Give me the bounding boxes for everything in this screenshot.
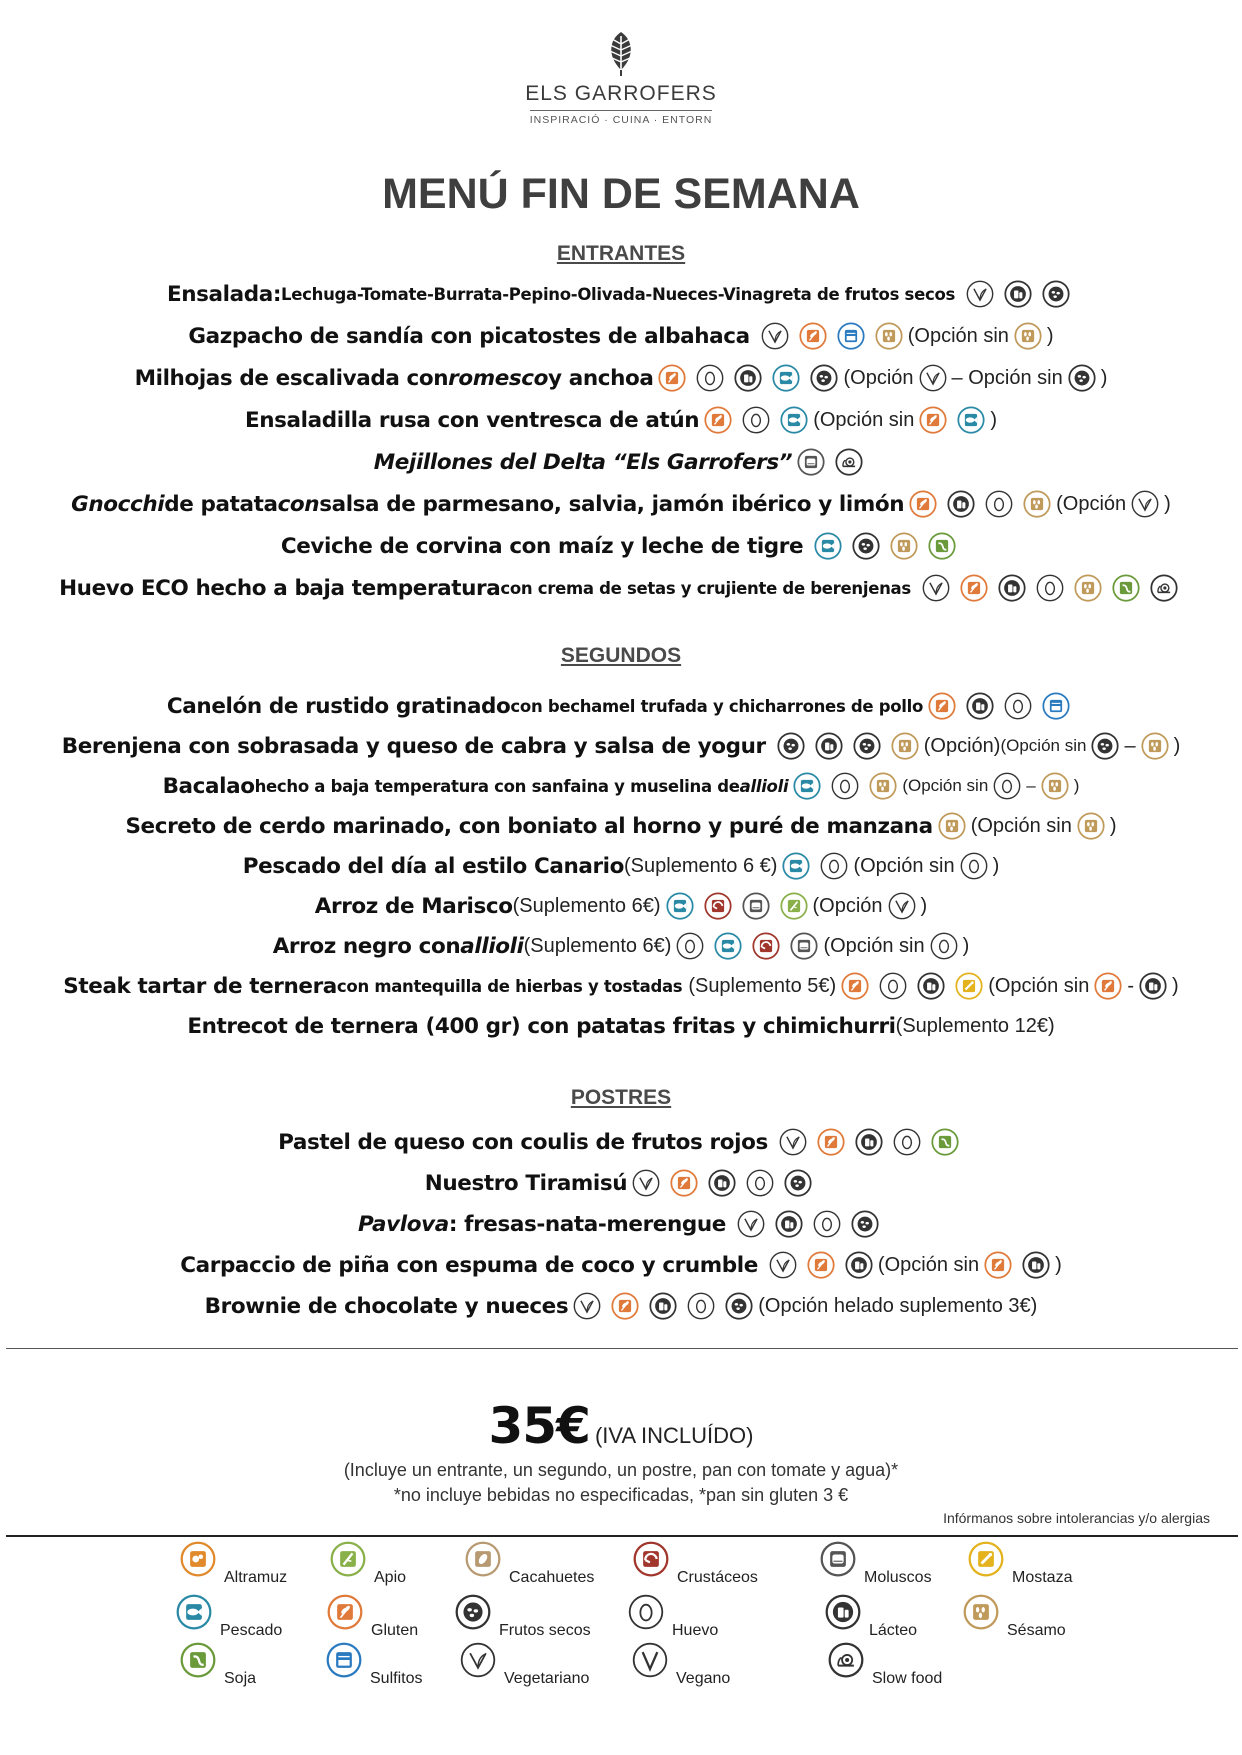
crustaceos-icon <box>633 1541 669 1577</box>
dish-row <box>0 528 1242 564</box>
vegetariano-icon <box>573 1292 601 1320</box>
legend-item <box>465 1541 595 1586</box>
option-note: – Opción sin <box>951 366 1063 389</box>
legend-label: Vegano <box>676 1670 731 1687</box>
huevo-icon <box>1004 692 1032 720</box>
huevo-icon <box>879 972 907 1000</box>
option-note: (Opción sin <box>970 814 1072 837</box>
legend-item <box>632 1642 731 1687</box>
dish-name: Huevo ECO hecho a baja temperatura <box>59 575 501 601</box>
frutos-secos-icon <box>784 1169 812 1197</box>
frutos-secos-icon <box>777 732 805 760</box>
option-note: – <box>1026 776 1036 795</box>
vegetariano-icon <box>460 1642 496 1678</box>
lacteo-icon <box>1004 280 1032 308</box>
legend-item <box>820 1541 932 1586</box>
vegetariano-icon <box>737 1210 765 1238</box>
option-note: (Opción <box>812 894 883 917</box>
section-title-postres: POSTRES <box>570 1086 672 1109</box>
dish-name: Ceviche de corvina con maíz y leche de tigre <box>280 533 804 559</box>
slow-food-icon <box>828 1642 864 1678</box>
dish-name: Entrecot de ternera (400 gr) con patatas fritas y chimichurri <box>187 1013 896 1039</box>
moluscos-icon <box>742 892 770 920</box>
restaurant-logo <box>0 30 1242 127</box>
gluten-icon <box>817 1128 845 1156</box>
dish-name: de patata <box>164 491 278 517</box>
dish-name: Secreto de cerdo marinado, con boniato al horno y puré de manzana <box>125 813 933 839</box>
frutos-secos-icon <box>851 1210 879 1238</box>
dish-row <box>0 968 1242 1004</box>
option-note: (Opción sin <box>902 776 989 795</box>
legend-item <box>326 1642 423 1687</box>
dish-name: Pescado del día al estilo Canario <box>242 853 625 879</box>
dish-name: Brownie de chocolate y nueces <box>204 1293 569 1319</box>
vegano-icon <box>632 1642 668 1678</box>
gluten-icon <box>909 490 937 518</box>
legend-label: Vegetariano <box>504 1670 590 1687</box>
frutos-secos-icon <box>1091 732 1119 760</box>
moluscos-icon <box>797 448 825 476</box>
sesamo-icon <box>1023 490 1051 518</box>
legend-item <box>330 1541 407 1586</box>
pescado-icon <box>714 932 742 960</box>
dish-name: Pastel de queso con coulis de frutos rojos <box>278 1129 768 1155</box>
price-block <box>0 1397 1242 1455</box>
soja-icon <box>1112 574 1140 602</box>
frutos-secos-icon <box>1042 280 1070 308</box>
apio-icon <box>780 892 808 920</box>
dish-row <box>0 688 1242 724</box>
huevo-icon <box>746 1169 774 1197</box>
frutos-secos-icon <box>1068 364 1096 392</box>
legend-item <box>460 1642 590 1687</box>
legend-label: Slow food <box>872 1670 943 1687</box>
option-note: ) <box>1173 734 1181 757</box>
dish-row <box>0 570 1242 606</box>
dish-name: Canelón de rustido gratinado <box>166 693 511 719</box>
vegetariano-icon <box>922 574 950 602</box>
gluten-icon <box>841 972 869 1000</box>
legend-item <box>176 1594 283 1639</box>
option-note: (Opción <box>1056 492 1127 515</box>
supplement-note: (Suplemento 6 €) <box>624 854 778 877</box>
dish-row <box>0 1206 1242 1242</box>
huevo-icon <box>831 772 859 800</box>
sesamo-icon <box>1077 812 1105 840</box>
frutos-secos-icon <box>852 532 880 560</box>
supplement-note: (Suplemento 12€) <box>895 1014 1055 1037</box>
huevo-icon <box>820 852 848 880</box>
dish-description: con mantequilla de hierbas y tostadas <box>336 976 683 996</box>
gluten-icon <box>611 1292 639 1320</box>
option-note: (Opción sin <box>813 408 915 431</box>
soja-icon <box>928 532 956 560</box>
dish-description: con bechamel trufada y chicharrones de pollo <box>510 696 924 716</box>
dish-row <box>0 1247 1242 1283</box>
option-note: (Opción sin <box>988 974 1090 997</box>
legend-item <box>828 1642 943 1687</box>
supplement-note: (Suplemento 5€) <box>688 974 837 997</box>
legend-label: Sésamo <box>1007 1622 1066 1639</box>
option-note: ) <box>1100 366 1108 389</box>
soja-icon <box>931 1128 959 1156</box>
page-title: MENÚ FIN DE SEMANA <box>382 170 860 218</box>
excludes-note: *no incluye bebidas no especificadas, *pan sin gluten 3 € <box>393 1485 849 1505</box>
apio-icon <box>330 1541 366 1577</box>
huevo-icon <box>993 772 1021 800</box>
cacahuetes-icon <box>465 1541 501 1577</box>
supplement-note: (Suplemento 6€) <box>512 894 661 917</box>
moluscos-icon <box>790 932 818 960</box>
sulfitos-icon <box>326 1642 362 1678</box>
lacteo-icon <box>917 972 945 1000</box>
dish-description: con crema de setas y crujiente de berenjenas <box>500 578 911 598</box>
legend-label: Altramuz <box>224 1569 288 1586</box>
dish-row <box>0 318 1242 354</box>
sesamo-icon <box>1074 574 1102 602</box>
lacteo-icon <box>1139 972 1167 1000</box>
moluscos-icon <box>820 1541 856 1577</box>
huevo-icon <box>960 852 988 880</box>
option-note: - <box>1127 974 1135 997</box>
legend-label: Lácteo <box>869 1622 918 1639</box>
sesamo-icon <box>869 772 897 800</box>
slow-food-icon <box>835 448 863 476</box>
legend-label: Mostaza <box>1012 1569 1073 1586</box>
huevo-icon <box>813 1210 841 1238</box>
brand-name: ELS GARROFERS <box>525 82 717 105</box>
pescado-icon <box>793 772 821 800</box>
legend-item <box>825 1594 918 1639</box>
dish-row <box>0 848 1242 884</box>
gluten-icon <box>799 322 827 350</box>
vegetariano-icon <box>966 280 994 308</box>
frutos-secos-icon <box>725 1292 753 1320</box>
lacteo-icon <box>815 732 843 760</box>
legend-label: Cacahuetes <box>509 1569 595 1586</box>
lacteo-icon <box>998 574 1026 602</box>
divider <box>6 1535 1238 1537</box>
huevo-icon <box>742 406 770 434</box>
gluten-icon <box>960 574 988 602</box>
sesamo-icon <box>1141 732 1169 760</box>
huevo-icon <box>893 1128 921 1156</box>
dish-description-italic: allioli <box>739 776 789 796</box>
huevo-icon <box>696 364 724 392</box>
dish-row <box>0 928 1242 964</box>
huevo-icon <box>628 1594 664 1630</box>
dish-row <box>0 888 1242 924</box>
allergy-note: Infórmanos sobre intolerancias y/o alergias <box>943 1510 1210 1526</box>
frutos-secos-icon <box>455 1594 491 1630</box>
option-note: ) <box>990 408 998 431</box>
option-note: ) <box>1055 1253 1062 1276</box>
dish-name: Nuestro Tiramisú <box>424 1170 628 1196</box>
carob-leaf-icon <box>603 30 639 76</box>
section-title-segundos: SEGUNDOS <box>560 644 682 667</box>
legend-item <box>968 1541 1073 1586</box>
divider <box>6 1348 1238 1349</box>
mostaza-icon <box>968 1541 1004 1577</box>
pescado-icon <box>782 852 810 880</box>
gluten-icon <box>658 364 686 392</box>
dish-name-italic: Gnocchi <box>71 491 165 517</box>
crustaceos-icon <box>752 932 780 960</box>
sesamo-icon <box>938 812 966 840</box>
option-note: (Opción sin <box>877 1253 980 1276</box>
huevo-icon <box>676 932 704 960</box>
dish-row <box>0 486 1242 522</box>
legend-label: Sulfitos <box>370 1670 423 1687</box>
pescado-icon <box>176 1594 212 1630</box>
sulfitos-icon <box>837 322 865 350</box>
pescado-icon <box>957 406 985 434</box>
dish-row <box>0 360 1242 396</box>
sesamo-icon <box>1014 322 1042 350</box>
option-note: ) <box>920 894 928 917</box>
dish-description: Lechuga-Tomate-Burrata-Pepino-Olivada-Nueces-Vinagreta de frutos secos <box>281 284 956 304</box>
option-note: ) <box>1172 974 1179 997</box>
dish-row <box>0 276 1242 312</box>
gluten-icon <box>928 692 956 720</box>
dish-name: y anchoa <box>548 365 654 391</box>
lacteo-icon <box>775 1210 803 1238</box>
crustaceos-icon <box>704 892 732 920</box>
dish-name: Ensaladilla rusa con ventresca de atún <box>244 407 700 433</box>
includes-note: (Incluye un entrante, un segundo, un postre, pan con tomate y agua)* <box>343 1460 899 1480</box>
option-note: (Opción sin <box>853 854 955 877</box>
legend-item <box>180 1541 288 1586</box>
frutos-secos-icon <box>853 732 881 760</box>
legend-label: Moluscos <box>864 1569 932 1586</box>
dish-row <box>0 1008 1242 1044</box>
dish-name: Milhojas de escalivada con <box>134 365 449 391</box>
brand-tagline: INSPIRACIÓ · CUINA · ENTORN <box>530 110 713 126</box>
dish-name: Ensalada: <box>166 281 282 307</box>
legend-item <box>963 1594 1066 1639</box>
dish-row <box>0 728 1242 764</box>
huevo-icon <box>1036 574 1064 602</box>
pescado-icon <box>666 892 694 920</box>
sesamo-icon <box>891 732 919 760</box>
vegetariano-icon <box>919 364 947 392</box>
huevo-icon <box>985 490 1013 518</box>
section-title-entrantes: ENTRANTES <box>556 242 686 265</box>
option-note: (Opción sin <box>1000 736 1087 755</box>
lacteo-icon <box>1022 1251 1050 1279</box>
huevo-icon <box>687 1292 715 1320</box>
sulfitos-icon <box>1042 692 1070 720</box>
option-note: ) <box>992 854 1000 877</box>
legend-label: Frutos secos <box>499 1622 591 1639</box>
option-note: – <box>1124 734 1136 757</box>
dish-name-italic: con <box>277 491 320 517</box>
option-note: (Opción) <box>923 734 1001 757</box>
dish-name: Arroz negro con <box>272 933 461 959</box>
gluten-icon <box>984 1251 1012 1279</box>
dish-row <box>0 1165 1242 1201</box>
vegetariano-icon <box>1131 490 1159 518</box>
lacteo-icon <box>825 1594 861 1630</box>
option-note: ) <box>1046 324 1054 347</box>
option-note: ) <box>1164 492 1171 515</box>
huevo-icon <box>930 932 958 960</box>
dish-name-italic: allioli <box>460 933 524 959</box>
gluten-icon <box>1094 972 1122 1000</box>
legend-item <box>628 1594 719 1639</box>
dish-name-italic: Mejillones del Delta “Els Garrofers” <box>373 449 793 475</box>
dish-name: Gazpacho de sandía con picatostes de albahaca <box>188 323 750 349</box>
lacteo-icon <box>947 490 975 518</box>
legend-label: Huevo <box>672 1622 719 1639</box>
gluten-icon <box>670 1169 698 1197</box>
lacteo-icon <box>845 1251 873 1279</box>
soja-icon <box>180 1642 216 1678</box>
option-note: (Opción sin <box>823 934 925 957</box>
slow-food-icon <box>1150 574 1178 602</box>
supplement-note: (Suplemento 6€) <box>523 934 672 957</box>
vegetariano-icon <box>761 322 789 350</box>
legend-label: Crustáceos <box>677 1569 758 1586</box>
legend-item <box>180 1642 257 1687</box>
vegetariano-icon <box>779 1128 807 1156</box>
gluten-icon <box>919 406 947 434</box>
dish-row <box>0 1124 1242 1160</box>
sesamo-icon <box>890 532 918 560</box>
dish-name-italic: Pavlova <box>358 1211 449 1237</box>
dish-name: Berenjena con sobrasada y queso de cabra y salsa de yogur <box>61 733 766 759</box>
lacteo-icon <box>855 1128 883 1156</box>
option-note: (Opción helado suplemento 3€) <box>758 1294 1038 1317</box>
option-note: ) <box>1109 814 1117 837</box>
sesamo-icon <box>875 322 903 350</box>
dish-name: Arroz de Marisco <box>314 893 513 919</box>
dish-name: salsa de parmesano, salvia, jamón ibérico y limón <box>319 491 905 517</box>
legend-item <box>455 1594 591 1639</box>
dish-description: hecho a baja temperatura con sanfaina y muselina de <box>254 776 740 796</box>
vegetariano-icon <box>769 1251 797 1279</box>
dish-row <box>0 768 1242 804</box>
mostaza-icon <box>955 972 983 1000</box>
dish-name: Steak tartar de ternera <box>63 973 337 999</box>
lacteo-icon <box>649 1292 677 1320</box>
legend-label: Gluten <box>371 1622 419 1639</box>
legend-label: Pescado <box>220 1622 283 1639</box>
legend-label: Apio <box>374 1569 407 1586</box>
dish-name-italic: romesco <box>448 365 549 391</box>
legend-item <box>327 1594 419 1639</box>
legend-item <box>633 1541 758 1586</box>
lacteo-icon <box>966 692 994 720</box>
legend-label: Soja <box>224 1670 257 1687</box>
lacteo-icon <box>734 364 762 392</box>
dish-name: Bacalao <box>162 773 255 799</box>
option-note: (Opción sin <box>907 324 1009 347</box>
option-note: ) <box>1073 776 1080 795</box>
gluten-icon <box>807 1251 835 1279</box>
pescado-icon <box>772 364 800 392</box>
price-amount: 35€ <box>488 1397 590 1455</box>
lacteo-icon <box>708 1169 736 1197</box>
vegetariano-icon <box>632 1169 660 1197</box>
pescado-icon <box>780 406 808 434</box>
frutos-secos-icon <box>810 364 838 392</box>
option-note: (Opción <box>843 366 914 389</box>
dish-row <box>0 444 1242 480</box>
dish-name: Carpaccio de piña con espuma de coco y crumble <box>180 1252 758 1278</box>
gluten-icon <box>327 1594 363 1630</box>
price-tax-note: (IVA INCLUÍDO) <box>594 1423 754 1448</box>
dish-row <box>0 808 1242 844</box>
option-note: ) <box>962 934 970 957</box>
altramuz-icon <box>180 1541 216 1577</box>
sesamo-icon <box>963 1594 999 1630</box>
sesamo-icon <box>1041 772 1069 800</box>
gluten-icon <box>704 406 732 434</box>
dish-row <box>0 1288 1242 1324</box>
pescado-icon <box>814 532 842 560</box>
vegetariano-icon <box>888 892 916 920</box>
dish-name: : fresas-nata-merengue <box>448 1211 726 1237</box>
dish-row <box>0 402 1242 438</box>
